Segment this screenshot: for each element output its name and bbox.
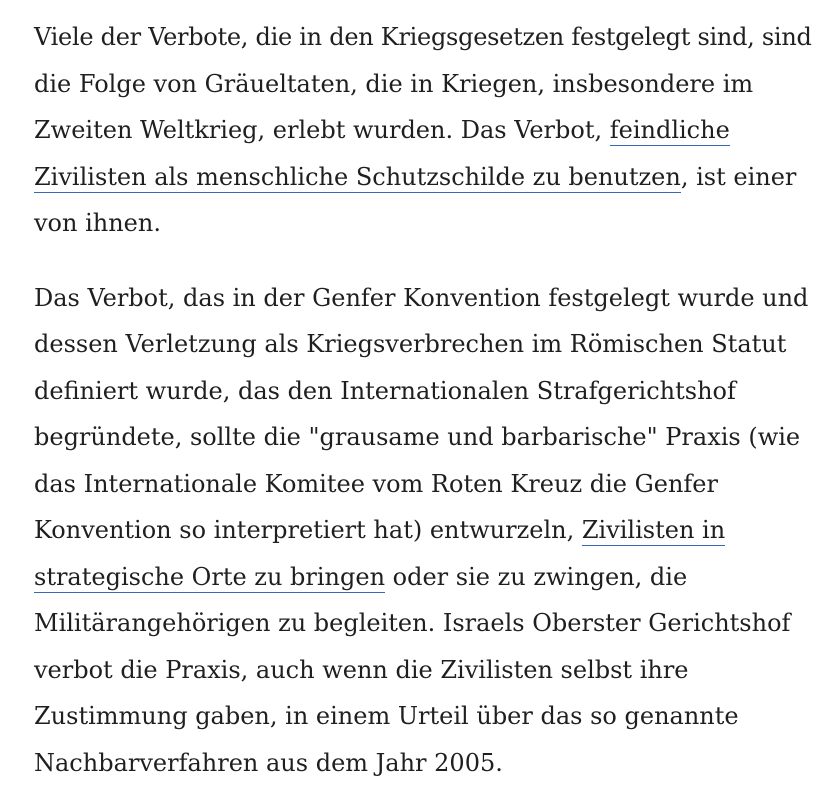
paragraph-2 <box>34 275 809 787</box>
text-line <box>34 107 800 154</box>
text-line: dessen Verletzung als Kriegsverbrechen im Römischen Statut <box>34 330 787 358</box>
text-line: Militärangehörigen zu begleiten. Israels Oberster Gerichtshof <box>34 609 791 637</box>
strategic-places-link-continued[interactable]: strategische Orte zu bringen <box>34 562 386 591</box>
text-line <box>34 154 800 201</box>
text-line: Nachbarverfahren aus dem Jahr 2005. <box>34 748 503 777</box>
strategic-places-link[interactable]: Zivilisten in <box>581 516 726 544</box>
text-line <box>34 507 800 554</box>
text-line: das Internationale Komitee vom Roten Kreuz die Genfer <box>34 469 718 498</box>
text-segment: Zweiten Weltkrieg, erlebt wurden. Das Verbot, <box>34 116 610 144</box>
text-line: begründete, sollte die "grausame und barbarische" Praxis (wie <box>34 423 801 451</box>
human-shields-link-continued[interactable]: Zivilisten als menschliche Schutzschilde zu benutzen <box>34 162 681 191</box>
text-line: von ihnen. <box>34 209 161 237</box>
text-line: Zustimmung gaben, in einem Urteil über das so genannte <box>34 702 739 730</box>
text-line: verbot die Praxis, auch wenn die Zivilisten selbst ihre <box>34 655 689 684</box>
text-line: definiert wurde, das den Internationalen Strafgerichtshof <box>34 376 736 405</box>
paragraph-1 <box>34 14 812 247</box>
text-line: Das Verbot, das in der Genfer Konvention festgelegt wurde und <box>34 283 809 312</box>
text-segment: oder sie zu zwingen, die <box>385 562 688 591</box>
text-segment: , ist einer <box>680 162 797 191</box>
text-segment: Konvention so interpretiert hat) entwurzeln, <box>34 516 582 544</box>
text-line: die Folge von Gräueltaten, die in Kriegen, insbesondere im <box>34 69 754 98</box>
text-line: Viele der Verbote, die in den Kriegsgesetzen festgelegt sind, sind <box>34 23 812 51</box>
text-line <box>34 554 800 601</box>
human-shields-link[interactable]: feindliche <box>609 116 730 144</box>
